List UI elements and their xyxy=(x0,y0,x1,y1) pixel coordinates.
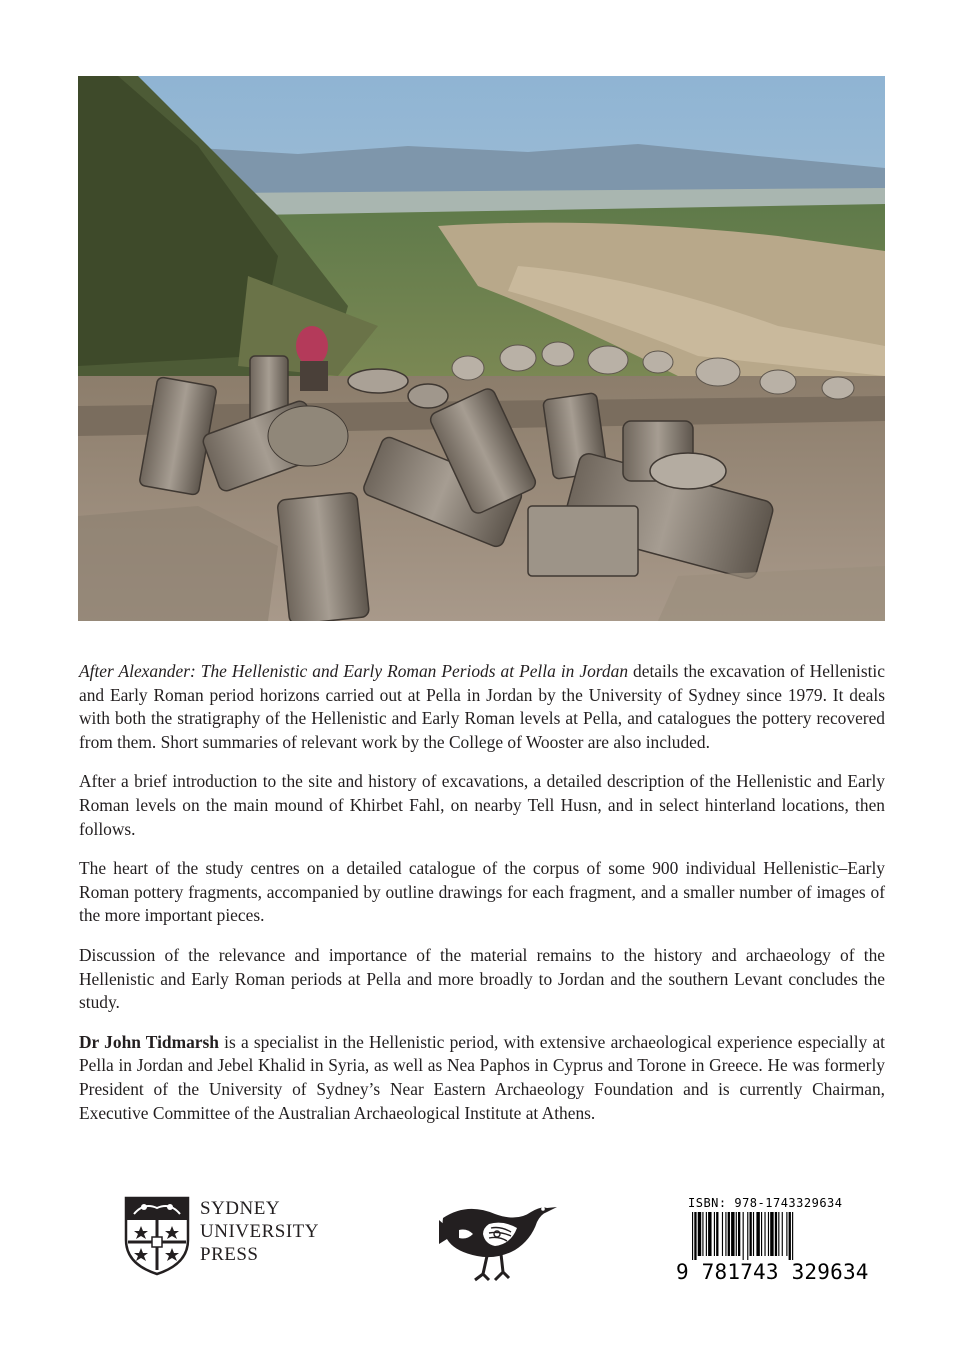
landscape-photo xyxy=(78,76,885,621)
publisher-logo xyxy=(124,1196,344,1278)
bird-logo-icon xyxy=(437,1198,559,1286)
book-title: After Alexander: The Hellenistic and Early Roman Periods at Pella in Jordan xyxy=(79,661,629,681)
barcode-bar xyxy=(725,1212,726,1256)
barcode-bar xyxy=(694,1212,696,1260)
barcode-bar xyxy=(714,1212,715,1256)
barcode-bar xyxy=(716,1212,718,1256)
barcode-bar xyxy=(736,1212,737,1256)
barcode-bar xyxy=(756,1212,759,1256)
publisher-name-line-2: UNIVERSITY xyxy=(200,1221,319,1242)
barcode-bar xyxy=(738,1212,740,1256)
publisher-name-line-1: SYDNEY xyxy=(200,1198,281,1219)
barcode-bar xyxy=(698,1212,701,1256)
barcode-bar xyxy=(708,1212,711,1256)
barcode-bar xyxy=(768,1212,769,1256)
barcode-bar xyxy=(750,1212,752,1256)
barcode-icon xyxy=(676,1212,842,1260)
blurb-paragraph-1 xyxy=(79,660,885,754)
author-name: Dr John Tidmarsh xyxy=(79,1031,219,1052)
blurb-paragraph-3: The heart of the study centres on a detailed catalogue of the corpus of some 900 individual Hellenistic–Early Roman pottery fragments, accompanied by outline drawings for each fragment, and a smaller number of images of the more important pieces. xyxy=(79,858,885,926)
barcode-bar xyxy=(743,1212,744,1260)
author-bio-text: is a specialist in the Hellenistic period, with extensive archaeological experience especially at Pella in Jordan and Jebel Khalid in Syria, as well as Nea Paphos in Cyprus and Torone in Greece. He was formerly President of the University of Sydney’s Near Eastern Archaeology Foundation and is currently Chairman, Executive Committee of the Australian Archaeological Institute at Athens. xyxy=(79,1031,885,1123)
blurb xyxy=(79,660,885,1125)
barcode-bar xyxy=(702,1212,703,1256)
barcode xyxy=(676,1196,869,1288)
isbn-label: ISBN: 978-1743329634 xyxy=(688,1196,843,1210)
barcode-bar xyxy=(692,1212,693,1260)
barcode-bar xyxy=(770,1212,773,1256)
barcode-bar xyxy=(786,1212,787,1256)
barcode-bar xyxy=(778,1212,779,1256)
barcode-digits: 9 781743 329634 xyxy=(676,1260,869,1284)
barcode-bar xyxy=(782,1212,783,1256)
barcode-bar xyxy=(728,1212,730,1256)
publisher-name xyxy=(200,1197,319,1266)
blurb-paragraph-4: Discussion of the relevance and importance of the material remains to the history and archaeology of the Hellenistic and Early Roman periods at Pella and more broadly to Jordan and the southern Levant concludes the study. xyxy=(79,944,885,1013)
blurb-paragraph-2: After a brief introduction to the site and history of excavations, a detailed description of the Hellenistic and Early Roman levels on the main mound of Khirbet Fahl, on nearby Tell Husn, and in select hinterland locations, then follows. xyxy=(79,771,885,839)
barcode-bar xyxy=(747,1212,748,1260)
blurb-paragraph-1-text: details the excavation of Hellenistic and Early Roman period horizons carried out at Pella in Jordan by the University of Sydney since 1979. It deals with both the stratigraphy of the Hellenistic and Early Roman levels at Pella, and catalogues the pottery recovered from them. Short summaries of relevant work by the College of Wooster are also included. xyxy=(79,661,885,752)
barcode-bar xyxy=(761,1212,762,1256)
cover-photo xyxy=(78,76,885,621)
barcode-bar xyxy=(706,1212,707,1256)
barcode-bar xyxy=(789,1212,791,1260)
barcode-bar xyxy=(731,1212,734,1256)
barcode-bar xyxy=(722,1212,723,1256)
university-shield-icon xyxy=(124,1196,190,1276)
barcode-bar xyxy=(753,1212,754,1256)
barcode-bar xyxy=(775,1212,777,1256)
barcode-bar xyxy=(792,1212,793,1260)
publisher-name-line-3: PRESS xyxy=(200,1244,259,1265)
barcode-bar xyxy=(764,1212,765,1256)
author-bio xyxy=(79,1031,885,1125)
